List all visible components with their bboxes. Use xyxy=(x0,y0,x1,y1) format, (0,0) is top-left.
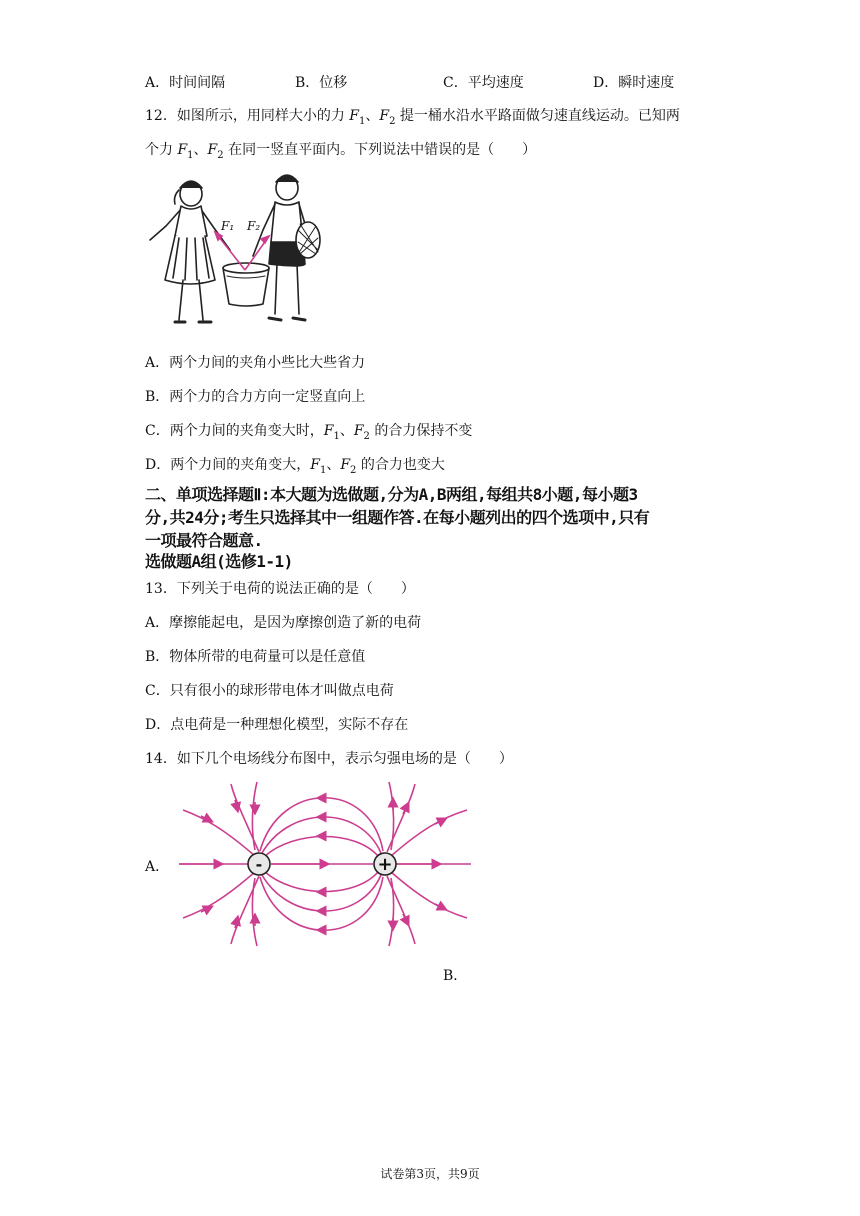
q14-dipole-field-diagram xyxy=(175,780,475,948)
q12-stem-line2: 个力 $F_1$、$F_2$ 在同一竖直平面内。下列说法中错误的是（ ） xyxy=(145,142,537,161)
q12-figure-label-f1: F₁ xyxy=(221,219,235,233)
q11-option-b[interactable]: B．位移 xyxy=(295,75,348,91)
svg-text:-: - xyxy=(255,855,263,874)
q12-option-a[interactable]: A．两个力间的夹角小些比大些省力 xyxy=(145,355,366,371)
q13-option-c[interactable]: C．只有很小的球形带电体才叫做点电荷 xyxy=(145,683,394,699)
q12-option-d[interactable]: D．两个力间的夹角变大，$F_1$、$F_2$ 的合力也变大 xyxy=(145,457,445,476)
q11-option-a[interactable]: A．时间间隔 xyxy=(145,75,226,91)
q13-option-b[interactable]: B．物体所带的电荷量可以是任意值 xyxy=(145,649,366,665)
q13-option-a[interactable]: A．摩擦能起电，是因为摩擦创造了新的电荷 xyxy=(145,615,422,631)
q13-stem: 13．下列关于电荷的说法正确的是（ ） xyxy=(145,581,415,597)
q14-option-b-label[interactable]: B． xyxy=(443,968,468,984)
q12-stem-line1: 12．如图所示，用同样大小的力 $F_1$、$F_2$ 提一桶水沿水平路面做匀速直线运动。已知两 xyxy=(145,108,680,127)
positive-charge xyxy=(374,853,396,875)
negative-charge xyxy=(248,853,270,875)
q12-bucket-figure xyxy=(145,172,325,340)
q11-option-c[interactable]: C．平均速度 xyxy=(443,75,524,91)
q12-option-b[interactable]: B．两个力的合力方向一定竖直向上 xyxy=(145,389,366,405)
q13-option-d[interactable]: D．点电荷是一种理想化模型，实际不存在 xyxy=(145,717,409,733)
q12-option-c[interactable]: C．两个力间的夹角变大时，$F_1$、$F_2$ 的合力保持不变 xyxy=(145,423,473,442)
q11-option-d[interactable]: D．瞬时速度 xyxy=(593,75,675,91)
q14-stem: 14．如下几个电场线分布图中，表示匀强电场的是（ ） xyxy=(145,751,513,767)
section2-heading-line1: 二、单项选择题Ⅱ:本大题为选做题,分为A,B两组,每组共8小题,每小题3 xyxy=(145,485,638,504)
q14-option-a-label[interactable]: A． xyxy=(145,859,170,875)
svg-text:+: + xyxy=(377,854,393,875)
section2-heading-line2: 分,共24分;考生只选择其中一组题作答.在每小题列出的四个选项中,只有 xyxy=(145,508,650,527)
q11-options xyxy=(145,72,745,92)
page-footer: 试卷第3页，共9页 xyxy=(380,1167,480,1181)
q12-figure-label-f2: F₂ xyxy=(247,219,261,233)
section2-group-title: 选做题A组(选修1-1) xyxy=(145,552,293,571)
section2-heading-line3: 一项最符合题意. xyxy=(145,531,263,550)
